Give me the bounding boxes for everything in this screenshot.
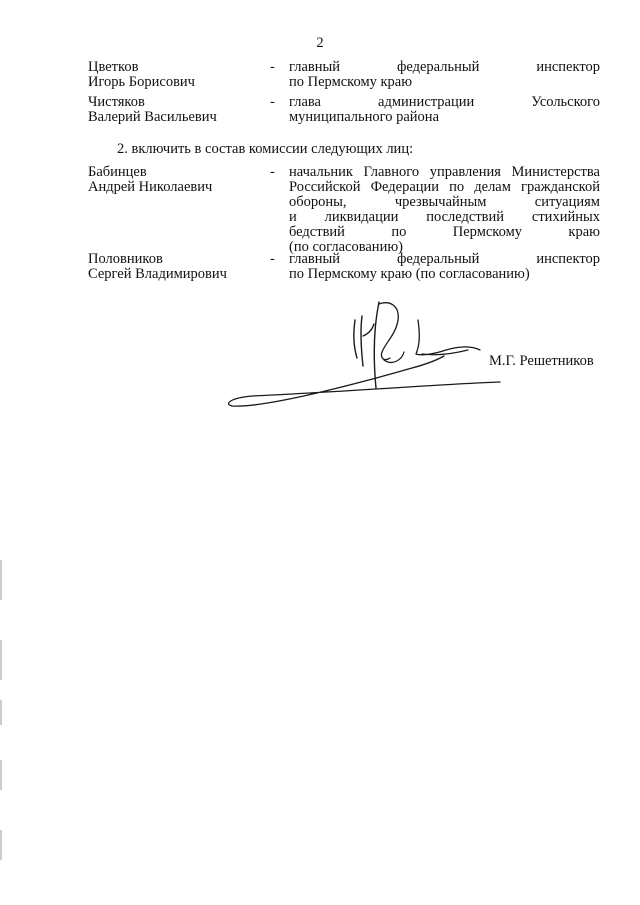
member-role	[289, 95, 600, 125]
member-name	[88, 95, 258, 125]
member-surname: Бабинцев	[88, 164, 147, 180]
role-word: ситуациям	[534, 194, 600, 210]
member-surname: Чистяков	[88, 94, 145, 110]
role-line-last: по Пермскому краю (по согласованию)	[289, 266, 530, 282]
member-role	[289, 252, 600, 282]
role-word: стихийных	[531, 209, 600, 225]
role-line-last: (по согласованию)	[289, 239, 403, 255]
handwritten-signature	[222, 296, 512, 414]
role-line	[289, 252, 600, 267]
role-word: управления	[429, 164, 501, 180]
role-line	[289, 210, 600, 225]
signature-sweep	[229, 356, 500, 406]
role-word: гражданской	[521, 179, 600, 195]
role-word: глава	[289, 94, 321, 110]
role-line-last: по Пермскому краю	[289, 74, 413, 90]
member-name	[88, 252, 258, 282]
role-word: начальник	[289, 164, 353, 180]
member-surname: Половников	[88, 251, 163, 267]
role-word: Российской	[289, 179, 361, 195]
role-word: главный	[289, 59, 340, 75]
signature-stroke	[384, 352, 404, 362]
signature-ink	[229, 302, 500, 406]
dash-separator: -	[270, 164, 275, 180]
dash-separator: -	[270, 251, 275, 267]
signature-stroke	[416, 320, 480, 355]
role-word: краю	[568, 224, 600, 240]
role-line-last: муниципального района	[289, 109, 439, 125]
role-word: инспектор	[536, 59, 600, 75]
section-heading: 2. включить в состав комиссии следующих лиц:	[117, 141, 414, 157]
role-word: обороны,	[289, 194, 347, 210]
role-word: федеральный	[396, 251, 480, 267]
role-word: Усольского	[531, 94, 600, 110]
member-given-names: Валерий Васильевич	[88, 109, 217, 125]
role-line	[289, 95, 600, 110]
role-word: последствий	[426, 209, 505, 225]
scan-margin-marks	[0, 0, 6, 905]
role-word: делам	[474, 179, 511, 195]
role-word: главный	[289, 251, 340, 267]
signature-stroke	[363, 324, 374, 336]
role-word: и	[289, 209, 297, 225]
role-word: по	[391, 224, 407, 240]
role-line	[289, 195, 600, 210]
role-word: администрации	[378, 94, 475, 110]
role-word: чрезвычайным	[394, 194, 487, 210]
dash-separator: -	[270, 59, 275, 75]
role-word: Министерства	[511, 164, 600, 180]
member-surname: Цветков	[88, 59, 139, 75]
role-word: по	[449, 179, 465, 195]
role-word: Главного	[363, 164, 420, 180]
signature-stroke	[374, 302, 379, 388]
member-given-names: Андрей Николаевич	[88, 179, 213, 195]
member-given-names: Игорь Борисович	[88, 74, 195, 90]
role-word: инспектор	[536, 251, 600, 267]
signature-stroke	[379, 303, 398, 360]
member-name	[88, 60, 258, 90]
role-line	[289, 60, 600, 75]
member-given-names: Сергей Владимирович	[88, 266, 227, 282]
signer-name: М.Г. Решетников	[489, 353, 594, 369]
role-word: бедствий	[289, 224, 345, 240]
role-line	[289, 165, 600, 180]
role-word: Федерации	[370, 179, 440, 195]
member-role	[289, 165, 600, 255]
signature-stroke	[361, 316, 363, 366]
member-role	[289, 60, 600, 90]
dash-separator: -	[270, 94, 275, 110]
role-line	[289, 225, 600, 240]
member-name	[88, 165, 258, 195]
page-number: 2	[316, 35, 324, 51]
role-line	[289, 180, 600, 195]
signature-stroke	[354, 320, 357, 358]
role-word: Пермскому	[452, 224, 523, 240]
role-word: ликвидации	[324, 209, 399, 225]
role-word: федеральный	[396, 59, 480, 75]
